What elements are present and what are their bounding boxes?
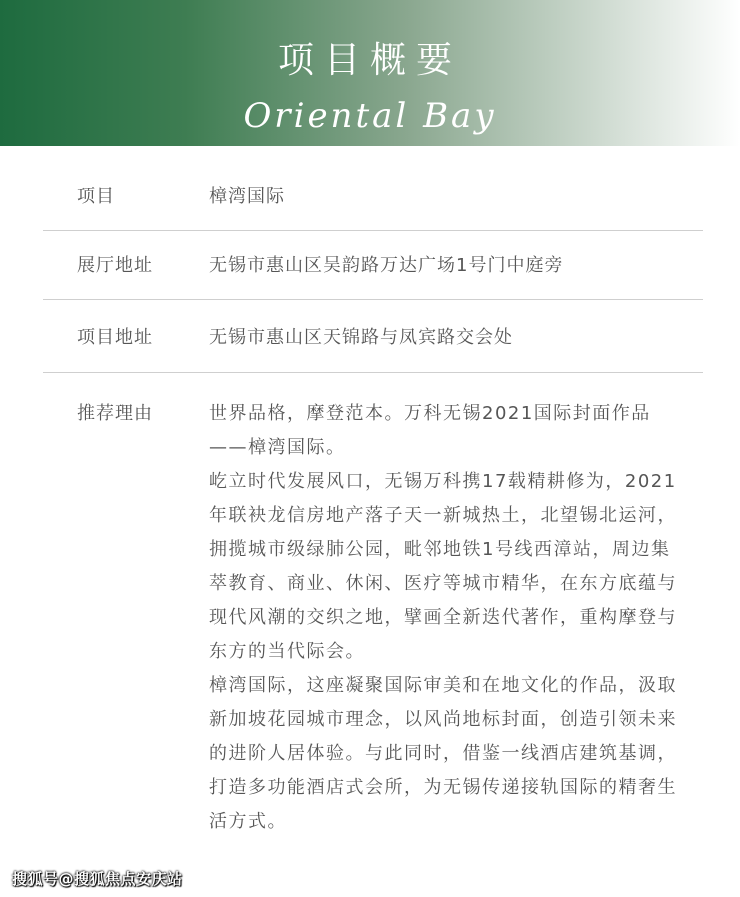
recommend-paragraph: 屹立时代发展风口，无锡万科携17载精耕修为，2021年联袂龙信房地产落子天一新城热土，北望锡北运河，拥揽城市级绿肺公园，毗邻地铁1号线西漳站，周边集萃教育、商业、休闲、医疗等城市精华，在东方底蕴与现代风潮的交织之地，擘画全新迭代著作，重构摩登与东方的当代际会。 bbox=[209, 471, 677, 662]
recommend-paragraph: 樟湾国际，这座凝聚国际审美和在地文化的作品，汲取新加坡花园城市理念，以风尚地标封面，创造引领未来的进阶人居体验。与此同时，借鉴一线酒店建筑基调，打造多功能酒店式会所，为无锡传递接轨国际的精奢生活方式。 bbox=[209, 675, 677, 832]
divider bbox=[43, 230, 703, 231]
row-value: 樟湾国际 bbox=[209, 186, 285, 207]
row-label: 展厅地址 bbox=[77, 255, 153, 276]
header-banner bbox=[0, 0, 740, 146]
divider bbox=[43, 372, 703, 373]
watermark: 搜狐号@搜狐焦点安庆站 bbox=[12, 870, 183, 888]
row-label: 推荐理由 bbox=[77, 403, 153, 424]
row-label: 项目 bbox=[77, 186, 115, 207]
row-value: 无锡市惠山区天锦路与凤宾路交会处 bbox=[209, 327, 513, 348]
banner-title: 项目概要 bbox=[277, 40, 462, 81]
banner-subtitle: Oriental Bay bbox=[243, 96, 497, 136]
row-label: 项目地址 bbox=[77, 327, 153, 348]
divider bbox=[43, 299, 703, 300]
recommend-text bbox=[209, 397, 689, 839]
row-value: 无锡市惠山区吴韵路万达广场1号门中庭旁 bbox=[209, 255, 564, 276]
recommend-paragraph: 世界品格，摩登范本。万科无锡2021国际封面作品——樟湾国际。 bbox=[209, 403, 651, 458]
